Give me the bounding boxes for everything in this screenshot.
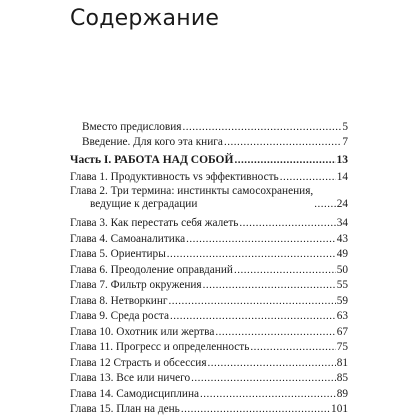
toc-part-entry bbox=[70, 153, 348, 167]
toc-entry bbox=[82, 120, 348, 134]
dot-leader bbox=[191, 371, 336, 385]
toc-entry-label bbox=[70, 185, 313, 211]
dot-leader bbox=[169, 294, 336, 308]
dot-leader bbox=[208, 356, 336, 370]
toc-entry-label: Глава 1. Продуктивность vs эффективность bbox=[70, 171, 279, 183]
toc-entry-label: Глава 6. Преодоление оправданий bbox=[70, 264, 233, 276]
toc-entry-page: 81 bbox=[336, 357, 348, 369]
toc-entry-page: 5 bbox=[342, 121, 348, 133]
toc-entry bbox=[70, 247, 348, 261]
toc-entry-page: 7 bbox=[342, 136, 348, 148]
toc-entry-page: 49 bbox=[336, 248, 348, 260]
dot-leader bbox=[234, 153, 335, 167]
dot-leader bbox=[203, 278, 336, 292]
toc-entry bbox=[70, 278, 348, 292]
dot-leader bbox=[239, 216, 335, 230]
toc-entry-label: Глава 13. Все или ничего bbox=[70, 372, 191, 384]
dot-leader bbox=[280, 170, 336, 184]
toc-entry bbox=[70, 232, 348, 246]
toc-entry-page: 34 bbox=[336, 217, 348, 229]
dot-leader bbox=[181, 402, 330, 416]
toc-entry-page: 50 bbox=[336, 264, 348, 276]
dot-leader bbox=[170, 309, 336, 323]
toc-entry-page: 13 bbox=[336, 154, 348, 166]
toc-entry-label: Глава 9. Среда роста bbox=[70, 310, 169, 322]
toc-entry bbox=[70, 325, 348, 339]
dot-leader bbox=[250, 340, 335, 354]
toc-entry bbox=[70, 185, 348, 211]
toc-entry-label: Глава 10. Охотник или жертва bbox=[70, 326, 215, 338]
toc-entry-label-line2: ведущие к деградации bbox=[90, 198, 198, 210]
toc-entry bbox=[70, 263, 348, 277]
page-title: Содержание bbox=[70, 6, 220, 31]
toc-entry-label-line1: Глава 2. Три термина: инстинкты самосохранения, bbox=[70, 185, 314, 197]
toc-entry-label: Глава 8. Нетворкинг bbox=[70, 295, 168, 307]
toc-entry bbox=[70, 170, 348, 184]
toc-entry bbox=[70, 387, 348, 401]
dot-leader bbox=[167, 247, 336, 261]
toc-entry-page: 24 bbox=[336, 198, 348, 210]
toc-entry-label: Введение. Для кого эта книга bbox=[82, 136, 223, 148]
dot-leader bbox=[186, 232, 336, 246]
toc-entry-label: Часть I. РАБОТА НАД СОБОЙ bbox=[70, 154, 234, 166]
dot-leader bbox=[234, 263, 336, 277]
dot-leader bbox=[182, 120, 341, 134]
toc-entry-page: 55 bbox=[336, 279, 348, 291]
dot-leader bbox=[314, 197, 335, 211]
toc-entry bbox=[70, 402, 348, 416]
toc-entry-label: Глава 14. Самодисциплина bbox=[70, 388, 200, 400]
toc-entry-label: Глава 5. Ориентиры bbox=[70, 248, 166, 260]
toc-entry bbox=[70, 340, 348, 354]
toc-entry-page: 43 bbox=[336, 233, 348, 245]
toc-entry-label: Глава 7. Фильтр окружения bbox=[70, 279, 202, 291]
toc-entry bbox=[82, 135, 348, 149]
toc-entry-label: Вместо предисловия bbox=[82, 121, 182, 133]
toc-entry-label: Глава 3. Как перестать себя жалеть bbox=[70, 217, 239, 229]
toc-entry-page: 63 bbox=[336, 310, 348, 322]
toc-entry bbox=[70, 294, 348, 308]
toc-entry bbox=[70, 216, 348, 230]
dot-leader bbox=[215, 325, 335, 339]
toc-entry-page: 67 bbox=[336, 326, 348, 338]
toc-entry-label: Глава 4. Самоаналитика bbox=[70, 233, 186, 245]
toc-entry-label: Глава 12 Страсть и обсессия bbox=[70, 357, 207, 369]
toc-entry-page: 101 bbox=[331, 403, 348, 415]
toc-entry-page: 75 bbox=[336, 341, 348, 353]
dot-leader bbox=[224, 135, 341, 149]
toc-entry-label: Глава 15. План на день bbox=[70, 403, 180, 415]
toc-entry-page: 89 bbox=[336, 388, 348, 400]
toc-entry-label: Глава 11. Прогресс и определенность bbox=[70, 341, 250, 353]
toc-entry bbox=[70, 356, 348, 370]
dot-leader bbox=[200, 387, 336, 401]
toc-entry bbox=[70, 371, 348, 385]
toc-entry-page: 85 bbox=[336, 372, 348, 384]
toc-entry-page: 14 bbox=[336, 171, 348, 183]
toc-entry bbox=[70, 309, 348, 323]
toc-entry-page: 59 bbox=[336, 295, 348, 307]
